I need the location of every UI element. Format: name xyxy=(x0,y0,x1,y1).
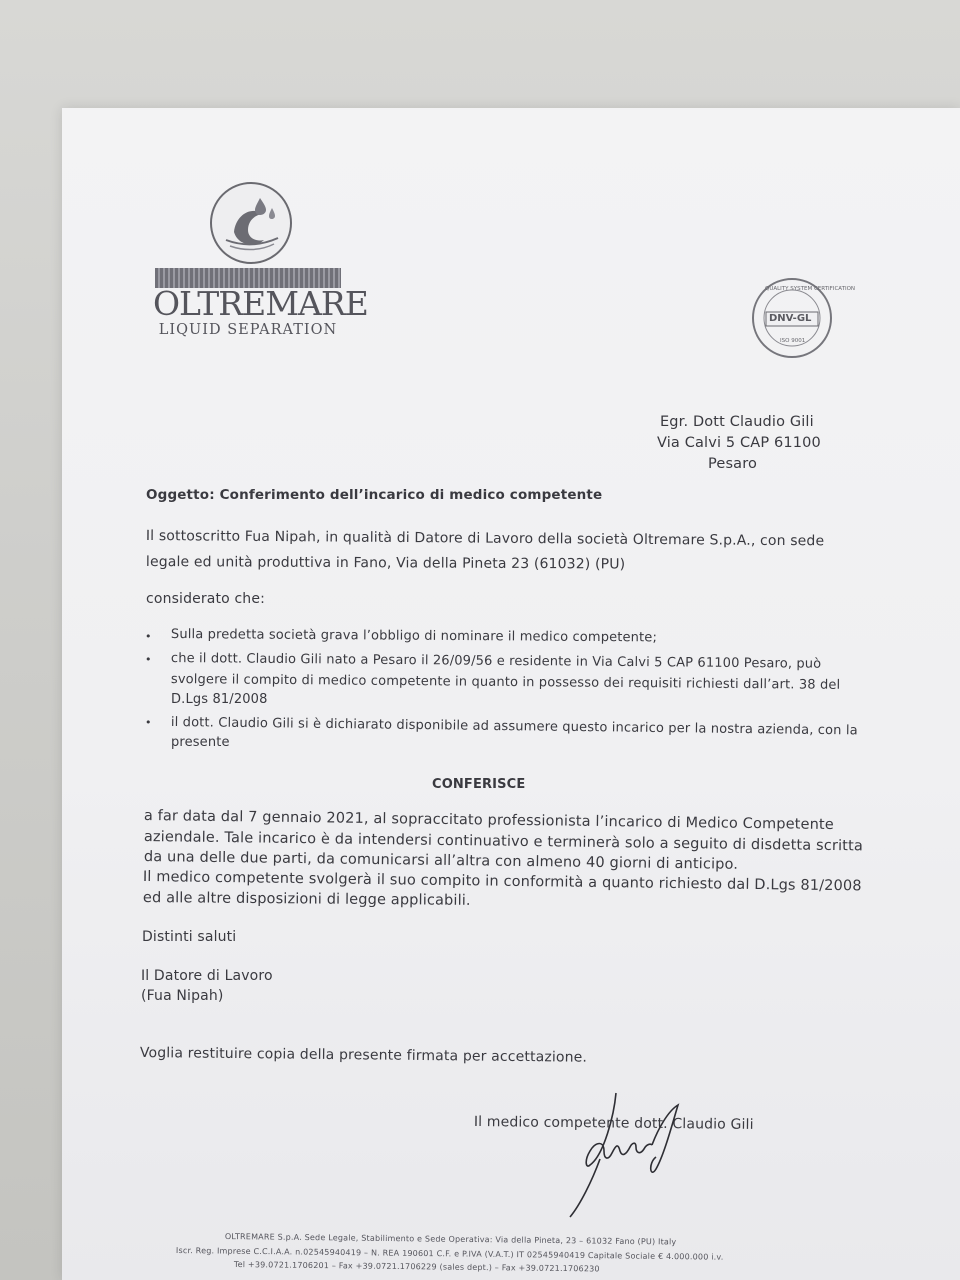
bullet-1-line-1: Sulla predetta società grava l’obbligo di nominare il medico competente; xyxy=(170,627,658,646)
bullet-2-line-2: svolgere il compito di medico competente in quanto in possesso dei requisiti richiesti dall’art. 38 del xyxy=(170,672,841,693)
handwritten-signature xyxy=(560,1085,700,1225)
company-logo-name: OLTREMARE xyxy=(153,284,368,323)
certification-name: DNV-GL xyxy=(769,313,812,324)
considerato-label: considerato che: xyxy=(146,591,265,607)
closing-salutation: Distinti saluti xyxy=(142,929,237,945)
conferisce-heading: CONFERISCE xyxy=(432,777,526,792)
body-line-1: a far data dal 7 gennaio 2021, al sopraccitato professionista l’incarico di Medico Competente xyxy=(143,808,834,834)
recipient-city: Pesaro xyxy=(708,456,758,472)
company-emblem xyxy=(210,182,292,264)
certification-seal xyxy=(752,278,856,358)
body-line-3: da una delle due parti, da comunicarsi all’altra con almeno 40 giorni di anticipo. xyxy=(143,849,739,873)
recipient-name: Egr. Dott Claudio Gili xyxy=(660,414,814,430)
sender-name: (Fua Nipah) xyxy=(141,988,224,1004)
bullet-marker: • xyxy=(145,653,152,666)
body-line-2: aziendale. Tale incarico è da intendersi continuativo e terminerà solo a seguito di disdetta scritta xyxy=(143,829,864,855)
sender-role: Il Datore di Lavoro xyxy=(141,968,273,984)
bullet-2-line-1: che il dott. Claudio Gili nato a Pesaro il 26/09/56 e residente in Via Calvi 5 CAP 61100 Pesaro, può xyxy=(170,651,822,672)
drop-wave-icon xyxy=(212,184,290,262)
certification-ring-text: QUALITY SYSTEM CERTIFICATION xyxy=(765,286,856,292)
bullet-marker: • xyxy=(145,716,152,729)
bullet-2-line-3: D.Lgs 81/2008 xyxy=(171,692,268,707)
acceptance-line: Il medico competente dott. Claudio Gili xyxy=(473,1114,754,1133)
body-line-5: ed alle altre disposizioni di legge applicabili. xyxy=(142,890,471,909)
footer-line-2: Iscr. Reg. Imprese C.C.I.A.A. n.02545940419 – N. REA 190601 C.F. e P.IVA (V.A.T.) IT 02545940419 Capitale Sociale € 4.000.000 i.v. xyxy=(175,1246,724,1262)
bullet-marker: • xyxy=(145,630,152,643)
intro-line-1: Il sottoscritto Fua Nipah, in qualità di Datore di Lavoro della società Oltremare S.p.A., con sede xyxy=(145,528,825,550)
bullet-3-line-1: il dott. Claudio Gili si è dichiarato disponibile ad assumere questo incarico per la nostra azienda, con la xyxy=(170,715,858,739)
body-line-4: Il medico competente svolgerà il suo compito in conformità a quanto richiesto dal D.Lgs 81/2008 xyxy=(142,869,862,895)
certification-standard: ISO 9001 xyxy=(780,338,806,344)
company-logo-tagline: LIQUID SEPARATION xyxy=(158,322,338,338)
return-request: Voglia restituire copia della presente firmata per accettazione. xyxy=(139,1045,588,1066)
subject-line: Oggetto: Conferimento dell’incarico di medico competente xyxy=(146,487,603,503)
footer-line-1: OLTREMARE S.p.A. Sede Legale, Stabilimento e Sede Operativa: Via della Pineta, 23 – 61032 Fano (PU) Italy xyxy=(224,1232,677,1247)
bullet-3-line-2: presente xyxy=(171,735,230,750)
recipient-address: Via Calvi 5 CAP 61100 xyxy=(657,435,821,451)
intro-line-2: legale ed unità produttiva in Fano, Via della Pineta 23 (61032) (PU) xyxy=(145,554,626,573)
footer-line-3: Tel +39.0721.1706201 – Fax +39.0721.1706229 (sales dept.) – Fax +39.0721.1706230 xyxy=(233,1260,600,1274)
